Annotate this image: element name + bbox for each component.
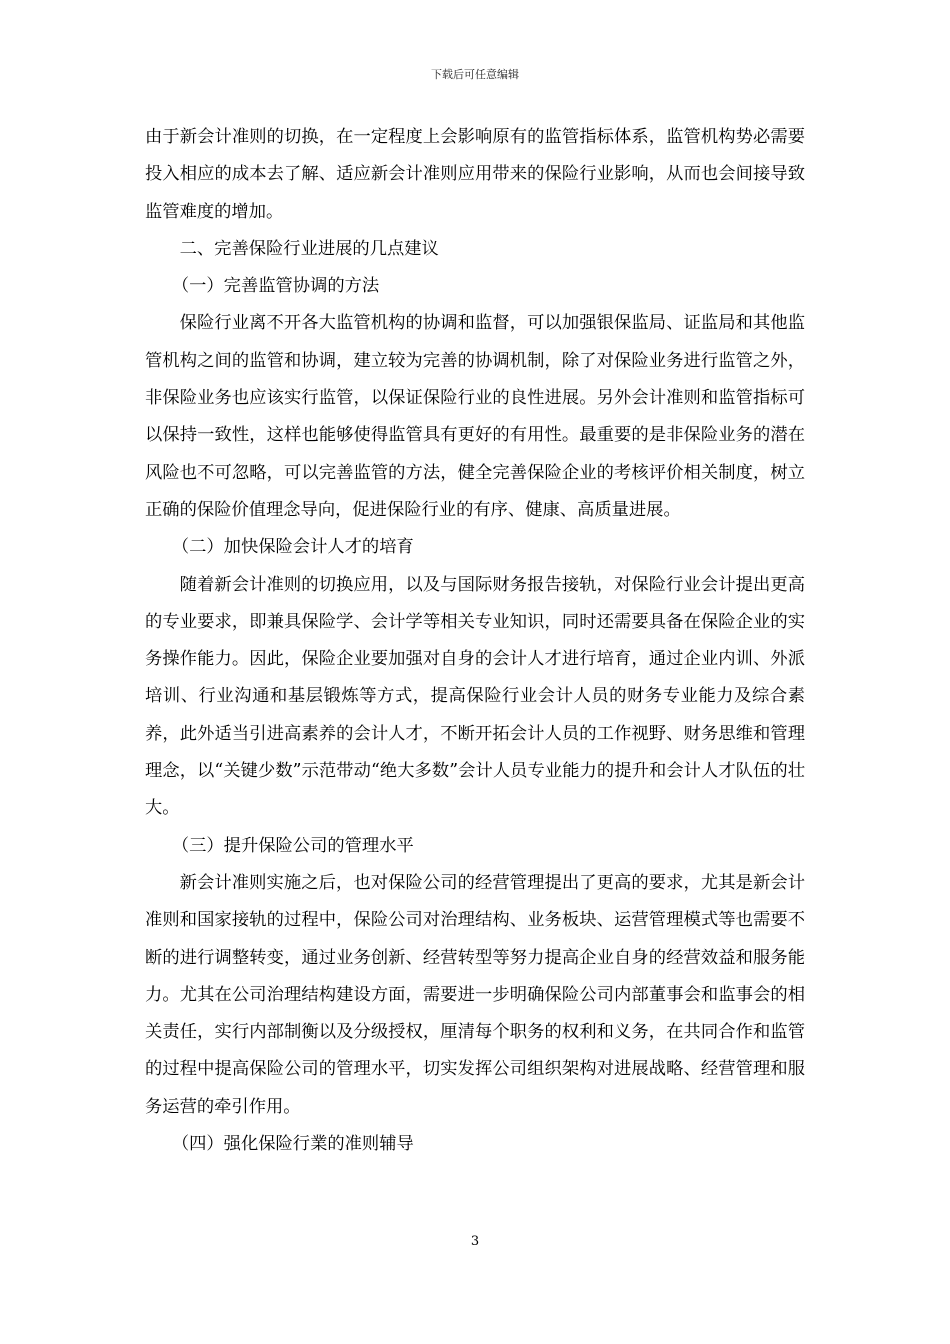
paragraph-continuation: 由于新会计准则的切换，在一定程度上会影响原有的监管指标体系，监管机构势必需要投入相应的成本去了解、适应新会计准则应用带来的保险行业影响，从而也会间接导致监管难度的增加。 <box>145 127 805 222</box>
page-header: 下载后可任意编辑 <box>431 68 519 81</box>
subsection-heading-4: （四）强化保险行業的准则辅导 <box>171 1134 414 1155</box>
paragraph-body-1: 保险行业离不开各大监管机构的协调和监督，可以加强银保监局、证监局和其他监管机构之间的监管和协调，建立较为完善的协调机制，除了对保险业务进行监管之外，非保险业务也应该实行监管，以保证保险行业的良性进展。另外会计准则和监管指标可以保持一致性，这样也能够使得监管具有更好的有用性。最重要的是非保险业务的潜在风险也不可忽略，可以完善监管的方法，健全完善保险企业的考核评价相关制度，树立正确的保险价值理念导向，促进保险行业的有序、健康、高质量进展。 <box>145 313 805 520</box>
subsection-heading-2: （二）加快保险会计人才的培育 <box>171 537 414 558</box>
subsection-heading-1: （一）完善监管协调的方法 <box>171 276 380 297</box>
section-heading: 二、完善保险行业进展的几点建议 <box>179 238 439 259</box>
paragraph-body-3: 新会计准则实施之后，也对保险公司的经营管理提出了更高的要求，尤其是新会计准则和国家接轨的过程中，保险公司对治理结构、业务板块、运营管理模式等也需要不断的进行调整转变，通过业务创新、经营转型等努力提高企业自身的经营效益和服务能力。尤其在公司治理结构建设方面，需要进一步明确保险公司内部董事会和监事会的相关责任，实行内部制衡以及分级授权，厘清每个职务的权利和义务，在共同合作和监管的过程中提高保险公司的管理水平，切实发挥公司组织架构对进展战略、经营管理和服务运营的牵引作用。 <box>145 872 805 1117</box>
paragraph-body-2: 随着新会计准则的切换应用，以及与国际财务报告接轨，对保险行业会计提出更高的专业要求，即兼具保险学、会计学等相关专业知识，同时还需要具备在保险企业的实务操作能力。因此，保险企业要加强对自身的会计人才进行培育，通过企业内训、外派培训、行业沟通和基层锻炼等方式，提高保险行业会计人员的财务专业能力及综合素养，此外适当引进高素养的会计人才，不断开拓会计人员的工作视野、财务思维和管理理念，以“关键少数”示范带动“绝大多数”会计人员专业能力的提升和会计人才队伍的壮大。 <box>145 574 805 819</box>
document-body <box>145 119 805 1163</box>
subsection-heading-3: （三）提升保险公司的管理水平 <box>171 835 414 856</box>
page-number: 3 <box>470 1234 480 1249</box>
